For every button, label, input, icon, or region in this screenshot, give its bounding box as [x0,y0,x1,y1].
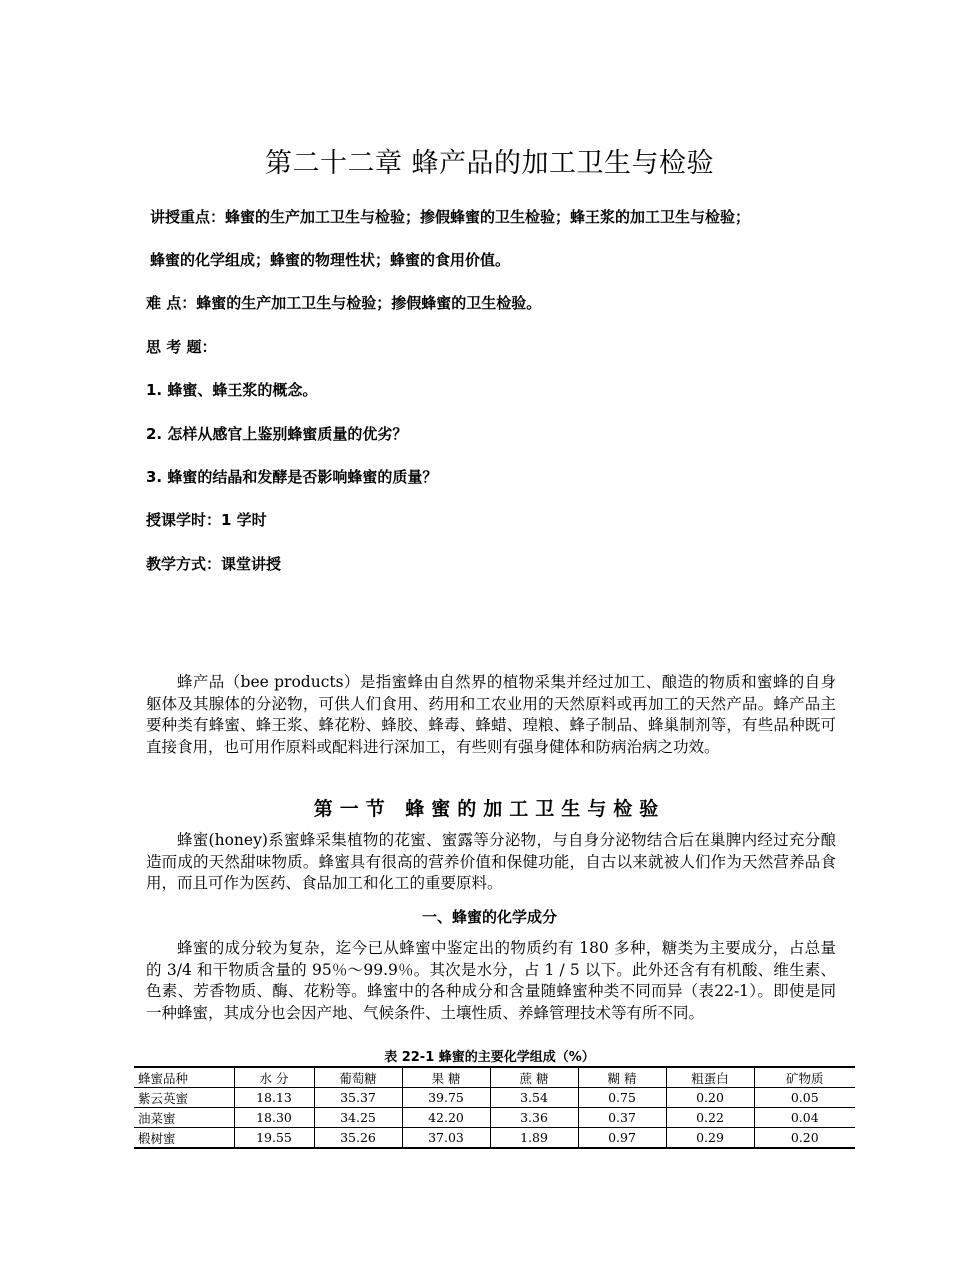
table-cell: 19.55 [234,1128,314,1149]
table-cell: 0.37 [578,1108,666,1128]
table-cell: 油菜蜜 [134,1108,234,1128]
question-item: 1. 蜂蜜、蜂王浆的概念。 [146,381,318,399]
teaching-method: 教学方式：课堂讲授 [146,555,282,573]
section-paragraph: 蜂蜜(honey)系蜜蜂采集植物的花蜜、蜜露等分泌物，与自身分泌物结合后在巢脾内经过充分酿造而成的天然甜味物质。蜂蜜具有很高的营养价值和保健功能，自古以来就被人们作为天然营养品食用，而且可作为医药、食品加工和化工的重要原料。 [146,831,836,893]
table-cell: 0.05 [754,1088,855,1108]
table-cell: 3.54 [490,1088,578,1108]
table-cell: 0.97 [578,1128,666,1149]
table-cell: 35.37 [314,1088,402,1108]
teaching-hours: 授课学时：1 学时 [146,511,267,529]
table-row [134,1108,855,1128]
table-cell: 0.29 [666,1128,754,1149]
table-row [134,1128,855,1149]
question-item: 2. 怎样从感官上鉴别蜂蜜质量的优劣？ [146,425,408,443]
column-header: 蔗 糖 [490,1067,578,1088]
table-cell: 椴树蜜 [134,1128,234,1149]
table-cell: 18.30 [234,1108,314,1128]
column-header: 葡萄糖 [314,1067,402,1088]
table-cell: 0.20 [754,1128,855,1149]
table-cell: 35.26 [314,1128,402,1149]
table-row [134,1088,855,1108]
table-header-row [134,1067,855,1088]
column-header: 果 糖 [402,1067,490,1088]
table-cell: 34.25 [314,1108,402,1128]
table-cell: 0.20 [666,1088,754,1108]
subsection-paragraph: 蜂蜜的成分较为复杂，迄今已从蜂蜜中鉴定出的物质约有 180 多种，糖类为主要成分，占总量的 3/4 和干物质含量的 95％～99.9％。其次是水分，占 1 / 5 以下。此外还含有有机酸、维生素、色素、芳香物质、酶、花粉等。蜂蜜中的各种成分和含量随蜂蜜种类不同而异（表22-1）。即使是同一种蜂蜜，其成分也会因产地、气候条件、土壤性质、养蜂管理技术等有所不同。 [146,939,836,1022]
column-header: 蜂蜜品种 [134,1067,234,1088]
question-item: 3. 蜂蜜的结晶和发酵是否影响蜂蜜的质量？ [146,468,438,486]
column-header: 粗蛋白 [666,1067,754,1088]
table-cell: 紫云英蜜 [134,1088,234,1108]
teaching-focus-line-1: 讲授重点：蜂蜜的生产加工卫生与检验；掺假蜂蜜的卫生检验；蜂王浆的加工卫生与检验； [150,208,751,226]
table-cell: 0.22 [666,1108,754,1128]
composition-table [134,1066,855,1149]
column-header: 水 分 [234,1067,314,1088]
table-cell: 37.03 [402,1128,490,1149]
intro-paragraph: 蜂产品（bee products）是指蜜蜂由自然界的植物采集并经过加工、酿造的物质和蜜蜂的自身躯体及其腺体的分泌物，可供人们食用、药用和工农业用的天然原料或再加工的天然产品。蜂产品主要种类有蜂蜜、蜂王浆、蜂花粉、蜂胶、蜂毒、蜂蜡、瑝粮、蜂子制品、蜂巢制剂等，有些品种既可直接食用，也可用作原料或配料进行深加工，有些则有强身健体和防病治病之功效。 [146,673,836,756]
questions-heading: 思 考 题： [146,338,217,356]
subsection-title: 一、蜂蜜的化学成分 [421,908,557,926]
table-caption: 表 22-1 蜂蜜的主要化学组成（%） [384,1050,595,1065]
table-cell: 39.75 [402,1088,490,1108]
column-header: 矿物质 [754,1067,855,1088]
chapter-title: 第二十二章 蜂产品的加工卫生与检验 [264,148,715,179]
table-cell: 0.75 [578,1088,666,1108]
section-title: 第一节 蜂蜜的加工卫生与检验 [313,798,666,820]
column-header: 糊 精 [578,1067,666,1088]
table-cell: 0.04 [754,1108,855,1128]
table-cell: 1.89 [490,1128,578,1149]
difficulty-line: 难 点：蜂蜜的生产加工卫生与检验；掺假蜂蜜的卫生检验。 [146,294,542,312]
table-cell: 42.20 [402,1108,490,1128]
table-cell: 3.36 [490,1108,578,1128]
teaching-focus-line-2: 蜂蜜的化学组成；蜂蜜的物理性状；蜂蜜的食用价值。 [150,251,511,269]
table-cell: 18.13 [234,1088,314,1108]
